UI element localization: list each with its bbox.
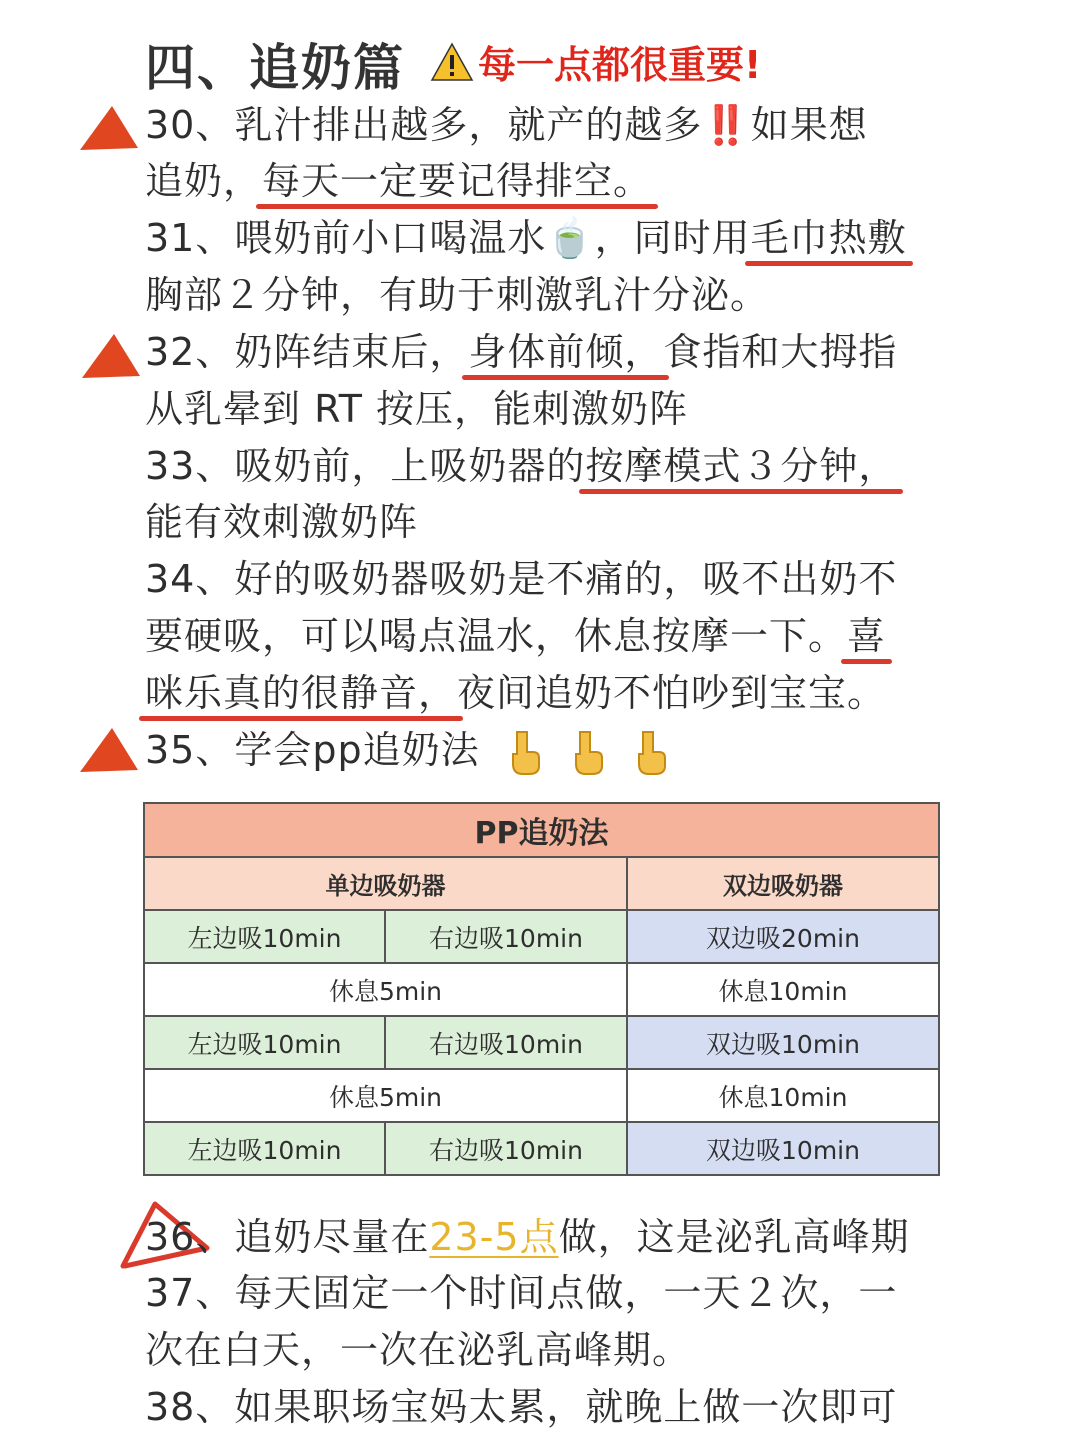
item-33-line-2: 能有效刺激奶阵 [145,500,419,544]
table-cell: 双边吸20min [627,910,939,963]
table-row [144,1016,939,1069]
table-row [144,910,939,963]
item-31-line-2: 胸部２分钟，有助于刺激乳汁分泌。 [145,273,770,317]
table-row [144,1069,939,1122]
item-34-line-3 [145,668,886,718]
item-34-line-1: 34、好的吸奶器吸奶是不痛的，吸不出奶不 [145,557,898,601]
item-34-highlight: 咪乐真的很静音， [145,671,458,715]
item-33-text: 33、吸奶前，上吸奶器的 [145,444,586,488]
warning-icon [430,42,474,82]
item-36-line [145,1212,910,1262]
item-32-text: 32、奶阵结束后， [145,330,469,374]
item-30-highlight: 每天一定要记得排空。 [262,159,653,203]
item-30-text: 30、乳汁排出越多，就产的越多 [145,103,703,147]
item-37-line-1: 37、每天固定一个时间点做，一天２次，一 [145,1271,898,1315]
item-31-highlight: 毛巾热敷 [750,216,907,260]
pointing-down-icon [631,730,669,776]
item-30-line-2 [145,156,652,206]
table-cell: 休息5min [144,963,627,1016]
warning-text: 每一点都很重要! [478,43,762,87]
table-cell: 双边吸10min [627,1122,939,1175]
table-cell: 右边吸10min [385,1016,627,1069]
item-38-line: 38、如果职场宝妈太累，就晚上做一次即可 [145,1385,898,1429]
item-31-line-1 [145,213,907,263]
double-exclamation-icon: ‼️ [702,103,751,147]
item-32-line-1 [145,327,897,377]
item-34-highlight-start: 喜 [847,614,887,658]
table-cell: 休息5min [144,1069,627,1122]
item-36-text: 36、追奶尽量在 [145,1215,430,1259]
item-32-highlight: 身体前倾， [468,330,664,374]
item-33-line-1 [145,441,897,491]
warning-banner [430,34,761,89]
item-32-line-2: 从乳晕到 RT 按压，能刺激奶阵 [145,387,689,431]
table-row [144,1122,939,1175]
item-35-line [145,725,669,776]
item-30-line-1 [145,100,868,150]
item-33-highlight: 按摩模式３分钟， [585,444,898,488]
red-triangle-marker-30 [78,104,140,154]
table-cell: 右边吸10min [385,1122,627,1175]
table-row [144,963,939,1016]
table-cell: 双边吸10min [627,1016,939,1069]
item-36-text-cont: 做，这是泌乳高峰期 [558,1215,910,1259]
table-cell: 右边吸10min [385,910,627,963]
item-32-text-cont: 食指和大拇指 [663,330,898,374]
table-cell: 左边吸10min [144,910,385,963]
column-header-double: 双边吸奶器 [627,857,939,910]
item-36-time-highlight: 23-5点 [429,1215,559,1259]
table-cell: 休息10min [627,1069,939,1122]
item-31-text: 31、喂奶前小口喝温水🍵，同时用 [145,216,751,260]
item-34-line-2 [145,611,886,661]
pointing-down-icon [568,730,606,776]
pp-method-table [143,802,940,1176]
item-34-text-cont: 夜间追奶不怕吵到宝宝。 [457,671,887,715]
page-title: 四、追奶篇 [145,39,405,97]
item-34-text: 要硬吸，可以喝点温水，休息按摩一下。 [145,614,848,658]
table-cell: 左边吸10min [144,1016,385,1069]
red-triangle-marker-35 [78,726,140,776]
table-title: PP追奶法 [144,803,939,857]
table-cell: 左边吸10min [144,1122,385,1175]
pointing-down-icon [505,730,543,776]
item-30-text-2: 追奶， [145,159,263,203]
item-35-text: 35、学会pp追奶法 [145,728,480,772]
item-30-text-cont: 如果想 [750,103,868,147]
red-triangle-marker-32 [80,332,142,382]
table-cell: 休息10min [627,963,939,1016]
column-header-single: 单边吸奶器 [144,857,627,910]
item-37-line-2: 次在白天，一次在泌乳高峰期。 [145,1328,692,1372]
